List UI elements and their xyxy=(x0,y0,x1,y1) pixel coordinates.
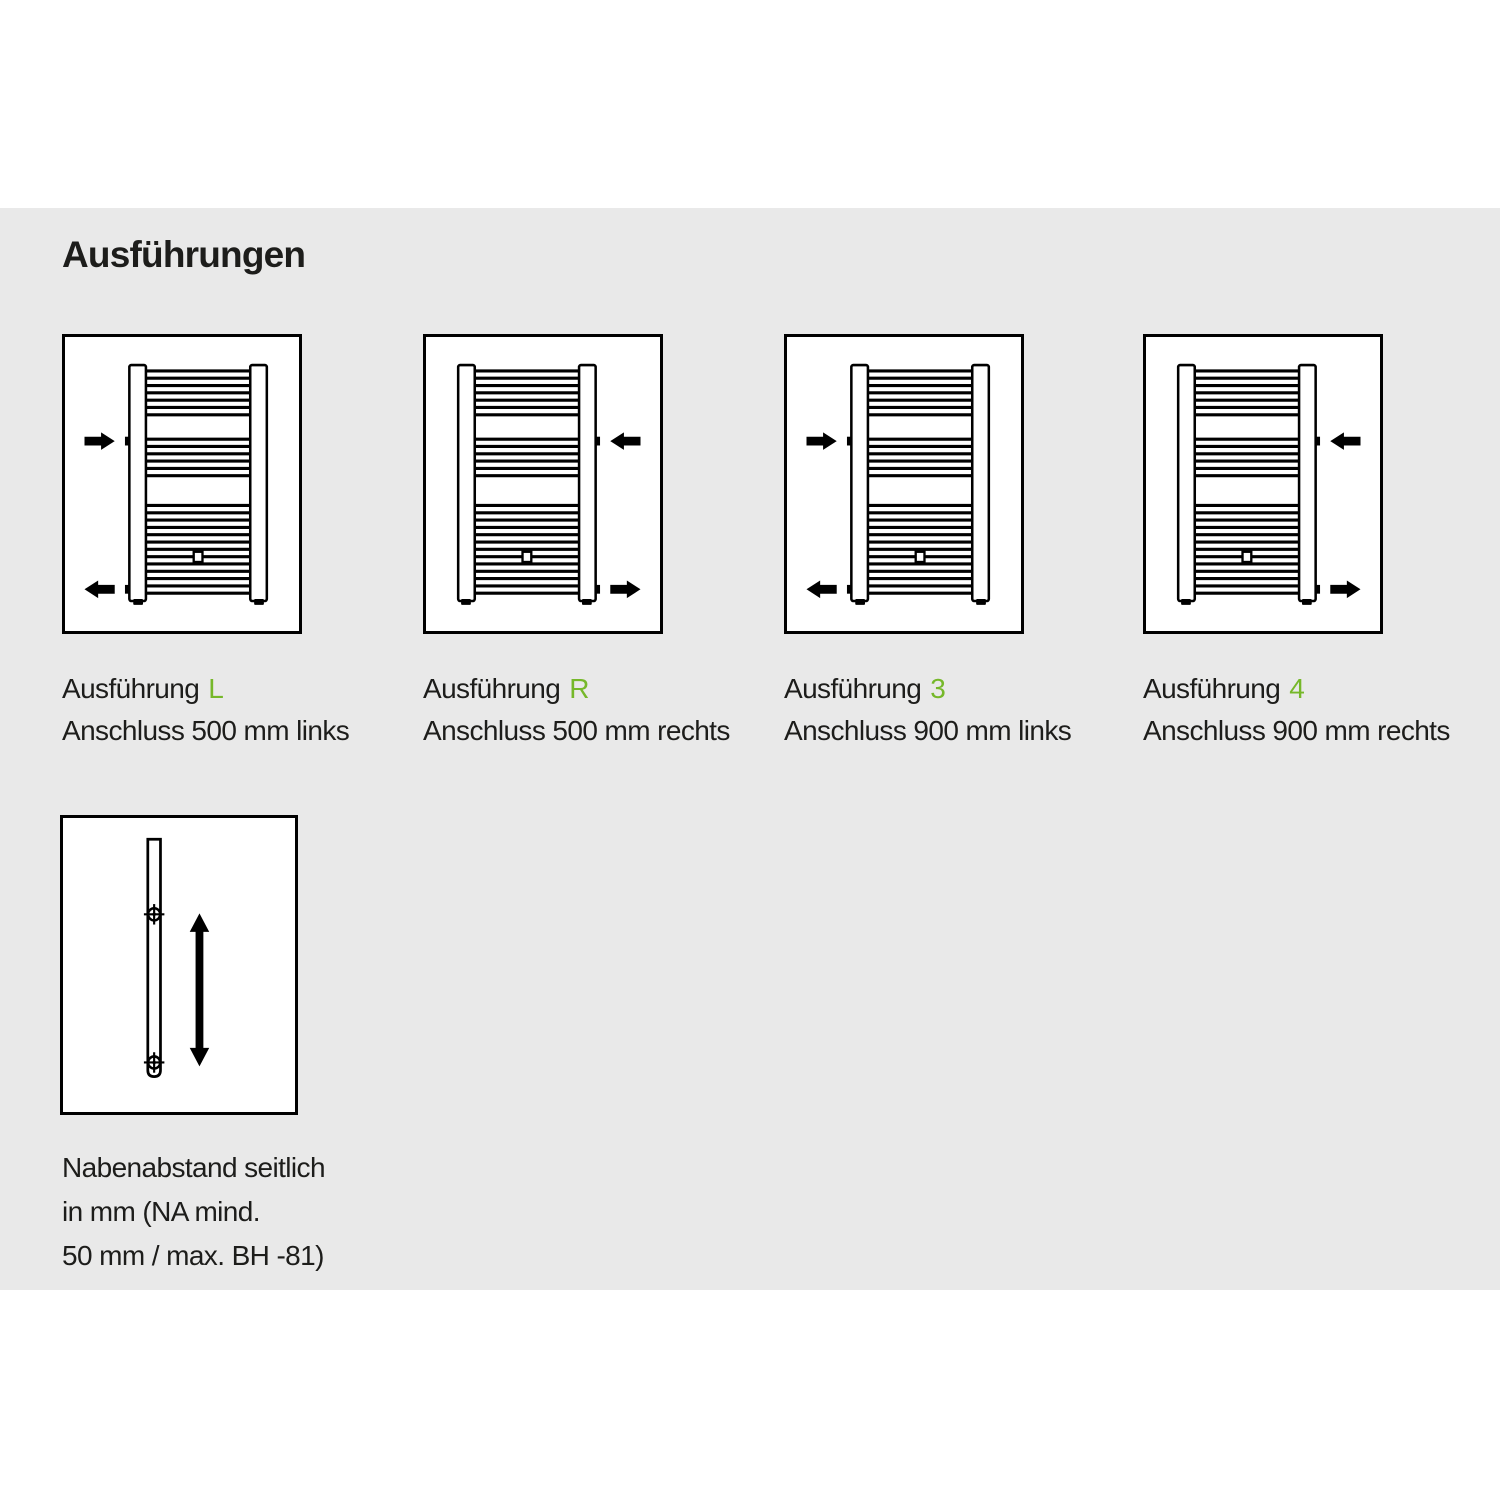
right-tube xyxy=(250,365,267,601)
variant-code: L xyxy=(208,673,224,704)
variant-name xyxy=(62,668,422,710)
tube xyxy=(148,839,161,1076)
connection-nub xyxy=(596,585,600,594)
outlet-arrow-icon xyxy=(85,581,115,599)
inlet-arrow-icon xyxy=(1330,432,1360,450)
connection-nub xyxy=(847,585,851,594)
variant-card-l xyxy=(62,334,302,634)
variant-connection: Anschluss 500 mm rechts xyxy=(423,715,730,746)
variant-name xyxy=(784,668,1144,710)
tube-foot xyxy=(133,599,143,605)
hub-note-line: in mm (NA mind. xyxy=(62,1196,260,1227)
inlet-arrow-icon xyxy=(610,432,640,450)
radiator-diagram xyxy=(1146,337,1380,631)
valve xyxy=(916,552,925,562)
outlet-arrow-icon xyxy=(610,581,640,599)
variant-prefix: Ausführung xyxy=(784,673,922,704)
radiator-diagram xyxy=(426,337,660,631)
variant-card-3 xyxy=(784,334,1024,634)
variant-name xyxy=(423,668,783,710)
connection-nub xyxy=(1316,437,1320,446)
variant-card-r xyxy=(423,334,663,634)
connection-nub xyxy=(1316,585,1320,594)
connection-nub xyxy=(125,437,129,446)
inlet-arrow-icon xyxy=(85,432,115,450)
outlet-arrow-icon xyxy=(1330,581,1360,599)
right-tube xyxy=(972,365,989,601)
left-tube xyxy=(851,365,868,601)
hub-note-line: Nabenabstand seitlich xyxy=(62,1152,325,1183)
tube-foot xyxy=(976,599,986,605)
inlet-arrow-icon xyxy=(807,432,837,450)
variant-card-4 xyxy=(1143,334,1383,634)
right-tube xyxy=(1178,365,1195,601)
variant-name xyxy=(1143,668,1500,710)
radiator-diagram xyxy=(787,337,1021,631)
left-tube xyxy=(579,365,596,601)
tube-foot xyxy=(1181,599,1191,605)
tube-foot xyxy=(855,599,865,605)
tube-foot xyxy=(461,599,471,605)
radiator-diagram xyxy=(65,337,299,631)
variant-code: 3 xyxy=(930,673,946,704)
hub-note-line: 50 mm / max. BH -81) xyxy=(62,1240,324,1271)
right-tube xyxy=(458,365,475,601)
left-tube xyxy=(1299,365,1316,601)
hub-distance-diagram xyxy=(63,818,295,1112)
variant-connection: Anschluss 900 mm rechts xyxy=(1143,715,1450,746)
variant-connection: Anschluss 500 mm links xyxy=(62,715,350,746)
variant-label xyxy=(1143,668,1500,752)
variant-prefix: Ausführung xyxy=(1143,673,1281,704)
variant-prefix: Ausführung xyxy=(62,673,200,704)
valve xyxy=(523,552,532,562)
connection-nub xyxy=(596,437,600,446)
double-arrow-icon xyxy=(190,913,209,1066)
variant-code: 4 xyxy=(1289,673,1305,704)
hub-distance-note xyxy=(62,1146,402,1278)
connection-nub xyxy=(847,437,851,446)
variant-label xyxy=(62,668,422,752)
variant-code: R xyxy=(569,673,589,704)
variant-connection: Anschluss 900 mm links xyxy=(784,715,1072,746)
variant-label xyxy=(784,668,1144,752)
valve xyxy=(1243,552,1252,562)
page-title: Ausführungen xyxy=(62,234,306,275)
hub-distance-card xyxy=(60,815,298,1115)
connection-nub xyxy=(125,585,129,594)
left-tube xyxy=(129,365,146,601)
outlet-arrow-icon xyxy=(807,581,837,599)
tube-foot xyxy=(254,599,264,605)
valve xyxy=(194,552,203,562)
variant-prefix: Ausführung xyxy=(423,673,561,704)
tube-foot xyxy=(582,599,592,605)
tube-foot xyxy=(1302,599,1312,605)
variant-label xyxy=(423,668,783,752)
